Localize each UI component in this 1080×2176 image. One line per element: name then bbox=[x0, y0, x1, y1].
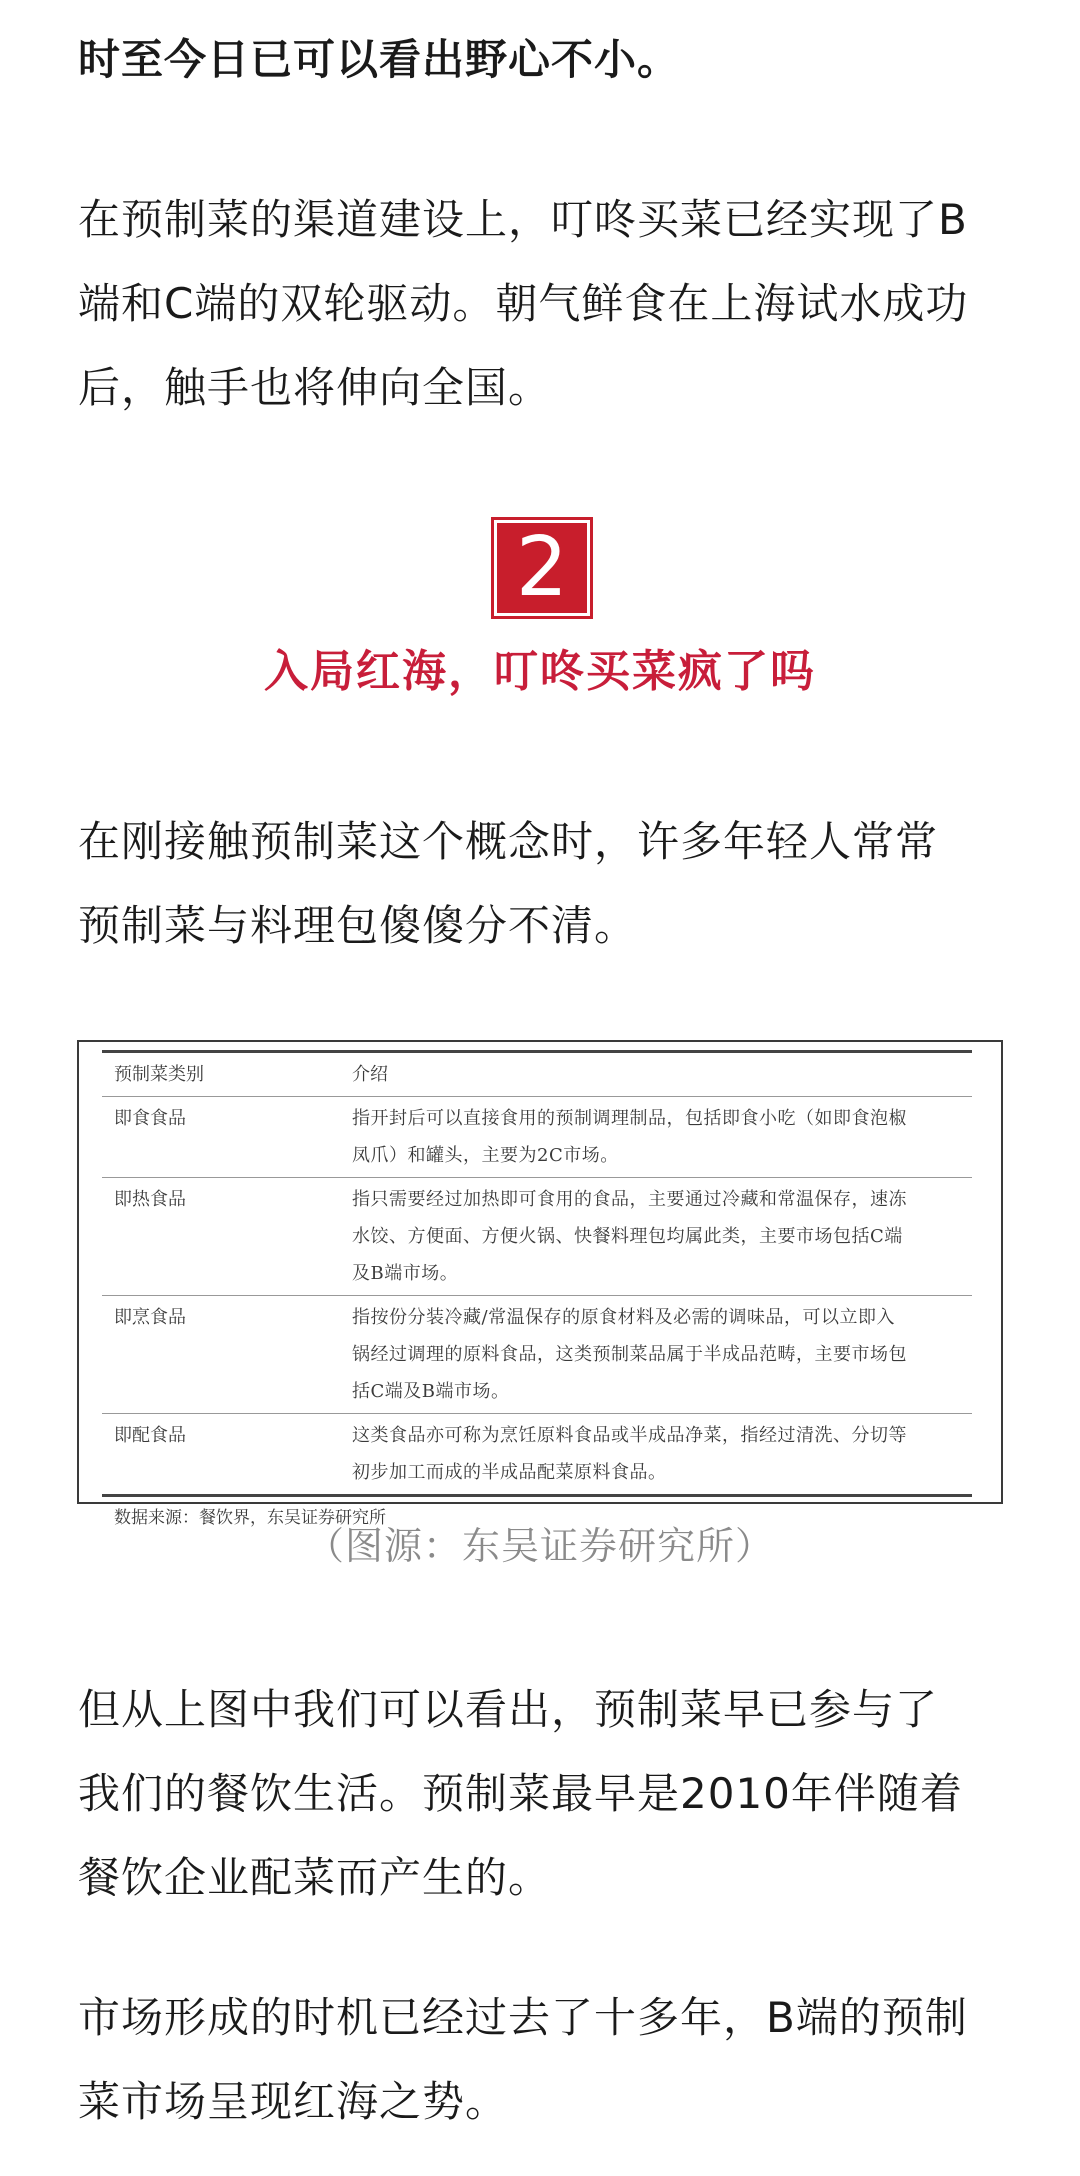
paragraph-line: 预制菜与料理包傻傻分不清。 bbox=[78, 901, 638, 950]
paragraph-line: 但从上图中我们可以看出，预制菜早已参与了 bbox=[78, 1685, 939, 1734]
paragraph-line: 在刚接触预制菜这个概念时，许多年轻人常常 bbox=[78, 817, 939, 866]
table-cell-category: 即烹食品 bbox=[114, 1307, 186, 1328]
section-title: 入局红海，叮咚买菜疯了吗 bbox=[264, 646, 816, 697]
table-row bbox=[102, 1097, 972, 1178]
paragraph-line: 在预制菜的渠道建设上，叮咚买菜已经实现了B bbox=[78, 195, 968, 244]
table-cell-line: 水饺、方便面、方便火锅、快餐料理包均属此类，主要市场包括C端 bbox=[352, 1226, 903, 1247]
paragraph-1 bbox=[78, 18, 1008, 102]
paragraph-4 bbox=[78, 1668, 1008, 1920]
table-cell-line: 锅经过调理的原料食品，这类预制菜品属于半成品范畴，主要市场包 bbox=[352, 1344, 907, 1365]
table-header-row bbox=[102, 1053, 972, 1097]
table-header-category: 预制菜类别 bbox=[114, 1064, 204, 1085]
paragraph-2 bbox=[78, 178, 1008, 430]
section-number-badge: 2 bbox=[491, 517, 593, 619]
table-cell-line: 指只需要经过加热即可食用的食品，主要通过冷藏和常温保存，速冻 bbox=[352, 1189, 907, 1210]
table-cell-category: 即配食品 bbox=[114, 1425, 186, 1446]
table-cell-desc bbox=[352, 1181, 972, 1292]
table-cell-line: 凤爪）和罐头，主要为2C市场。 bbox=[352, 1145, 619, 1166]
paragraph-line: 市场形成的时机已经过去了十多年，B端的预制 bbox=[78, 1993, 968, 2042]
paragraph-5 bbox=[78, 1976, 1008, 2144]
table-cell-line: 这类食品亦可称为烹饪原料食品或半成品净菜，指经过清洗、分切等 bbox=[352, 1425, 907, 1446]
table-header-intro: 介绍 bbox=[352, 1064, 388, 1085]
table-cell-category: 即食食品 bbox=[114, 1108, 186, 1129]
image-caption: （图源：东吴证券研究所） bbox=[305, 1524, 774, 1568]
paragraph-line: 餐饮企业配菜而产生的。 bbox=[78, 1853, 552, 1902]
table-source-note: 数据来源：餐饮界，东吴证券研究所 bbox=[114, 1508, 386, 1528]
table-row bbox=[102, 1178, 972, 1296]
table-image bbox=[77, 1040, 1003, 1528]
paragraph-3 bbox=[78, 800, 1008, 968]
table-cell-line: 及B端市场。 bbox=[352, 1263, 459, 1284]
paragraph-line: 时至今日已可以看出野心不小。 bbox=[78, 35, 681, 84]
table-cell-desc bbox=[352, 1417, 972, 1491]
table-cell-desc bbox=[352, 1100, 972, 1174]
paragraph-line: 端和C端的双轮驱动。朝气鲜食在上海试水成功 bbox=[78, 279, 969, 328]
table-row bbox=[102, 1296, 972, 1414]
table-cell-line: 括C端及B端市场。 bbox=[352, 1381, 510, 1402]
table-cell-line: 初步加工而成的半成品配菜原料食品。 bbox=[352, 1462, 667, 1483]
table-cell-category: 即热食品 bbox=[114, 1189, 186, 1210]
paragraph-line: 我们的餐饮生活。预制菜最早是2010年伴随着 bbox=[78, 1769, 963, 1818]
paragraph-line: 菜市场呈现红海之势。 bbox=[78, 2077, 509, 2126]
table-row bbox=[102, 1414, 972, 1497]
table-cell-line: 指按份分装冷藏/常温保存的原食材料及必需的调味品，可以立即入 bbox=[352, 1307, 896, 1328]
table-cell-desc bbox=[352, 1299, 972, 1410]
prepared-food-table bbox=[102, 1050, 972, 1533]
table-cell-line: 指开封后可以直接食用的预制调理制品，包括即食小吃（如即食泡椒 bbox=[352, 1108, 907, 1129]
paragraph-line: 后，触手也将伸向全国。 bbox=[78, 363, 552, 412]
